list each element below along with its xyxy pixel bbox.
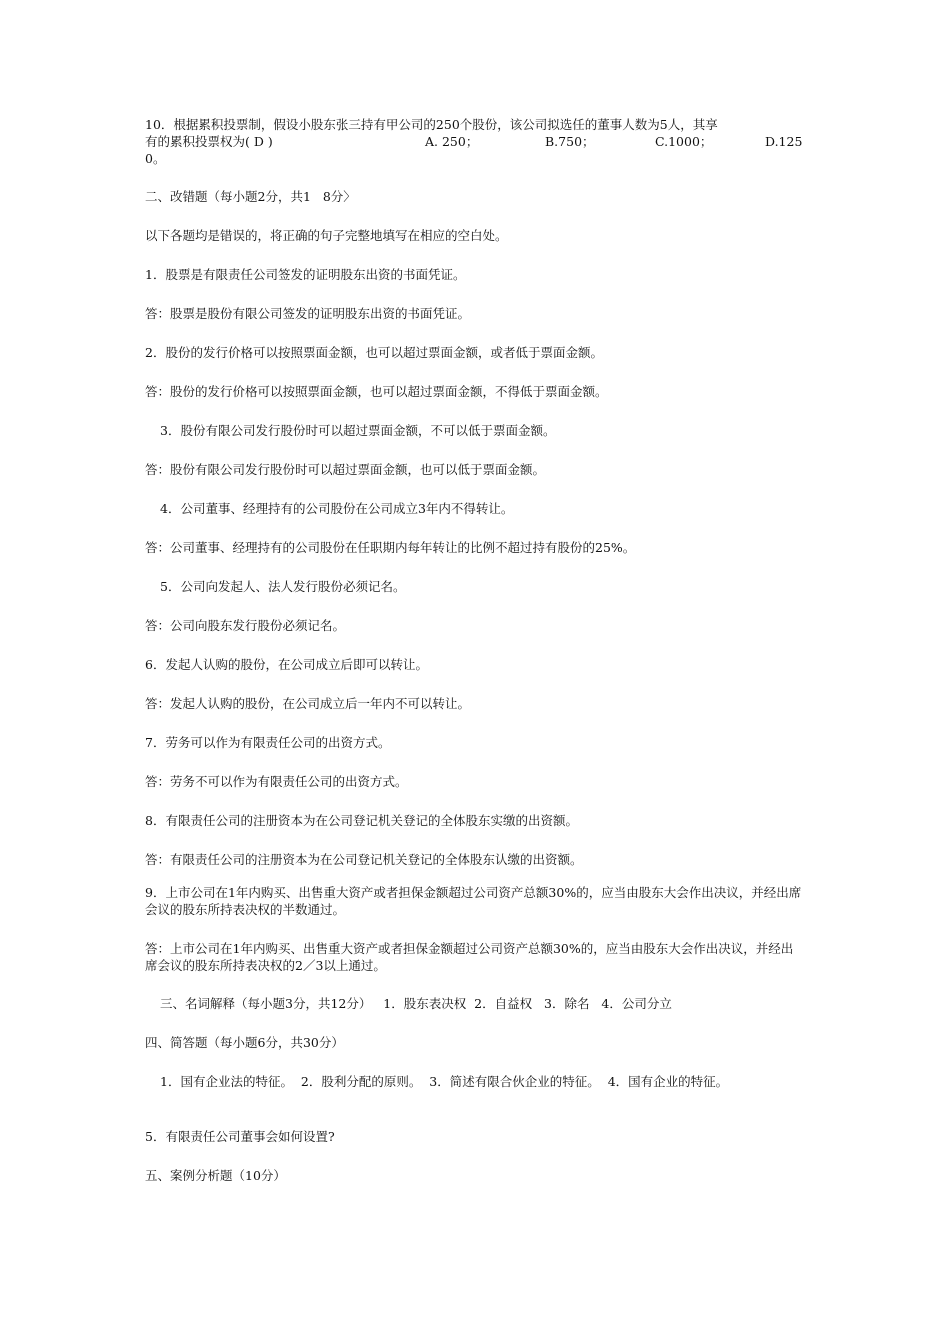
answer-8: 答：有限责任公司的注册资本为在公司登记机关登记的全体股东认缴的出资额。 (145, 852, 583, 867)
section-3: 三、名词解释（每小题3分，共12分） 1．股东表决权 2．自益权 3．除名 4．公司分立 (160, 996, 672, 1011)
question-2: 2．股份的发行价格可以按照票面金额，也可以超过票面金额，或者低于票面金额。 (145, 345, 603, 360)
section-4-item-5: 5．有限责任公司董事会如何设置? (145, 1129, 335, 1144)
section-2-title: 二、改错题（每小题2分，共1 8分〉 (145, 189, 356, 204)
section-4-title: 四、简答题（每小题6分，共30分） (145, 1035, 344, 1050)
section-5-title: 五、案例分析题（10分） (145, 1168, 286, 1183)
answer-9: 答：上市公司在1年内购买、出售重大资产或者担保金额超过公司资产总额30%的，应当由股东大会作出决议，并经出席会议的股东所持表决权的2／3以上通过。 (145, 941, 794, 973)
option-b: B.750； (545, 134, 595, 149)
answer-1: 答：股票是股份有限公司签发的证明股东出资的书面凭证。 (145, 306, 471, 321)
question-4: 4．公司董事、经理持有的公司股份在公司成立3年内不得转让。 (160, 501, 514, 516)
question-10-line1: 10．根据累积投票制，假设小股东张三持有甲公司的250个股份，该公司拟选任的董事人数为5人，其享 (145, 117, 718, 132)
section-4-items: 1．国有企业法的特征。 2．股利分配的原则。 3．简述有限合伙企业的特征。 4．国有企业的特征。 (160, 1074, 729, 1089)
answer-5: 答：公司向股东发行股份必须记名。 (145, 618, 346, 633)
question-10 (145, 116, 815, 166)
question-10-stem: 有的累积投票权为( D ) (145, 134, 273, 149)
answer-2: 答：股份的发行价格可以按照票面金额，也可以超过票面金额，不得低于票面金额。 (145, 384, 608, 399)
answer-6: 答：发起人认购的股份，在公司成立后一年内不可以转让。 (145, 696, 471, 711)
question-10-options (145, 133, 815, 150)
question-9: 9．上市公司在1年内购买、出售重大资产或者担保金额超过公司资产总额30%的，应当由股东大会作出决议，并经出席会议的股东所持表决权的半数通过。 (145, 885, 802, 917)
answer-7: 答：劳务不可以作为有限责任公司的出资方式。 (145, 774, 408, 789)
option-d: D.125 (765, 134, 803, 149)
question-5: 5．公司向发起人、法人发行股份必须记名。 (160, 579, 406, 594)
question-8: 8．有限责任公司的注册资本为在公司登记机关登记的全体股东实缴的出资额。 (145, 813, 578, 828)
question-6: 6．发起人认购的股份，在公司成立后即可以转让。 (145, 657, 428, 672)
section-2-instruction: 以下各题均是错误的，将正确的句子完整地填写在相应的空白处。 (145, 228, 508, 243)
question-7: 7．劳务可以作为有限责任公司的出资方式。 (145, 735, 391, 750)
answer-3: 答：股份有限公司发行股份时可以超过票面金额，也可以低于票面金额。 (145, 462, 546, 477)
option-c: C.1000； (655, 134, 713, 149)
answer-4: 答：公司董事、经理持有的公司股份在任职期内每年转让的比例不超过持有股份的25%。 (145, 540, 636, 555)
option-a: A. 250； (425, 134, 479, 149)
question-1: 1．股票是有限责任公司签发的证明股东出资的书面凭证。 (145, 267, 466, 282)
question-10-line3: 0。 (145, 151, 166, 166)
question-3: 3．股份有限公司发行股份时可以超过票面金额，不可以低于票面金额。 (160, 423, 556, 438)
